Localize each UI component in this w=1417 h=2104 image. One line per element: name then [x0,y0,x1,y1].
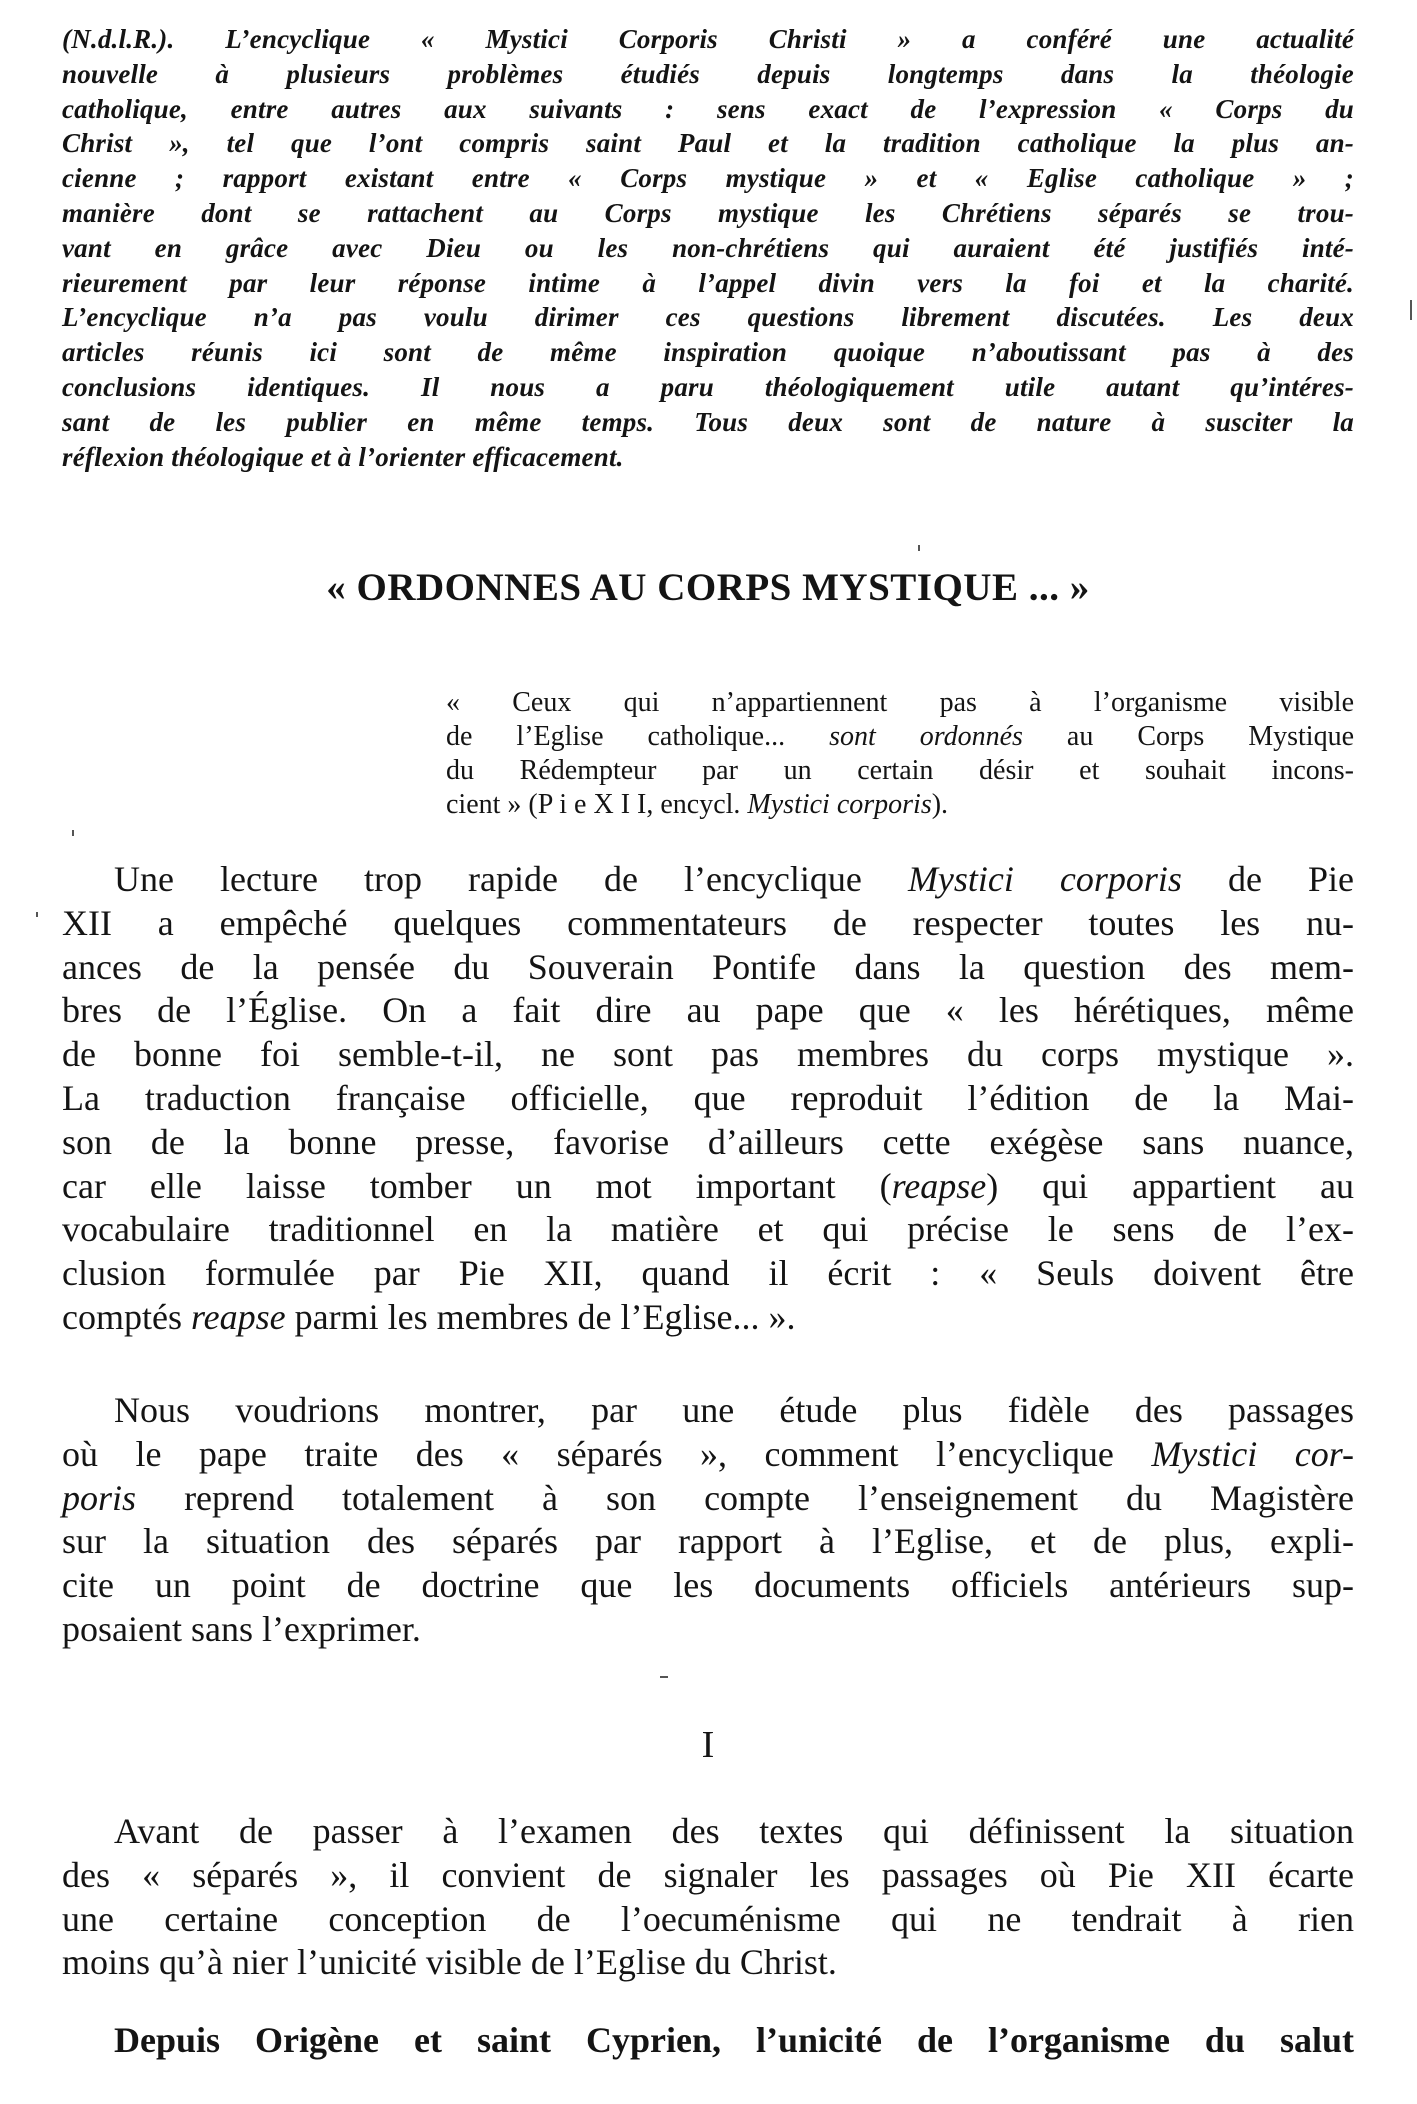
paragraph-text: car elle laisse tomber un mot important ( [62,1165,892,1206]
editor-note-line: vant en grâce avec Dieu ou les non-chrétiens qui auraient été justifiés inté- [62,232,1354,263]
paragraph-line [62,1477,1354,1521]
paragraph-text: parmi les membres de l’Eglise... ». [285,1296,796,1337]
editor-note-line: rieurement par leur réponse intime à l’appel divin vers la foi et la charité. [62,267,1354,298]
paragraph-3 [62,1810,1354,1985]
editor-note-line: (N.d.l.R.). L’encyclique « Mystici Corporis Christi » a conféré une actualité [62,24,1354,54]
scan-speck [660,1676,668,1678]
editor-note-line: Christ », tel que l’ont compris saint Paul et la tradition catholique la plus an- [62,128,1354,159]
editor-note-line: conclusions identiques. Il nous a paru théologiquement utile autant qu’intéres- [62,371,1354,402]
scan-speck [72,830,74,836]
editor-note-line: L’encyclique n’a pas voulu dirimer ces questions librement discutées. Les deux [62,302,1354,333]
paragraph-text: comptés [62,1296,191,1337]
paragraph-line: clusion formulée par Pie XII, quand il écrit : « Seuls doivent être [62,1253,1354,1294]
paragraph-line: ances de la pensée du Souverain Pontife dans la question des mem- [62,946,1354,987]
editor-note-line: manière dont se rattachent au Corps mystique les Chrétiens séparés se trou- [62,197,1354,228]
paragraph-line: posaient sans l’exprimer. [62,1608,421,1649]
paragraph-2 [62,1389,1354,1652]
epigraph-line [446,788,1354,822]
paragraph-line: bres de l’Église. On a fait dire au pape que « les hérétiques, même [62,990,1354,1031]
editor-note-line: catholique, entre autres aux suivants : sens exact de l’expression « Corps du [62,93,1354,124]
scan-speck [918,545,920,551]
paragraph-text: de Pie [1181,859,1354,899]
paragraph-line: une certaine conception de l’oecuménisme qui ne tendrait à rien [62,1898,1354,1939]
editor-note-line: nouvelle à plusieurs problèmes étudiés depuis longtemps dans la théologie [62,58,1354,89]
paragraph-line [62,1165,1354,1209]
paragraph-line [62,1296,1354,1340]
epigraph-emphasis: sont ordonnés [829,721,1023,752]
paragraph-4 [62,2019,1354,2063]
editor-note-line: réflexion théologique et à l’orienter efficacement. [62,441,624,472]
paragraph-line: Nous voudrions montrer, par une étude plus fidèle des passages [114,1390,1354,1430]
paragraph-line [62,1433,1354,1477]
scan-speck [1410,300,1412,320]
epigraph-line: du Rédempteur par un certain désir et souhait incons- [446,755,1354,786]
editor-note [62,22,1354,474]
editor-note-line: sant de les publier en même temps. Tous deux sont de nature à susciter la [62,406,1354,437]
section-heading: I [701,1724,715,1766]
paragraph-line: Avant de passer à l’examen des textes qui définissent la situation [114,1811,1354,1851]
article-title: « ORDONNES AU CORPS MYSTIQUE ... » [326,566,1090,609]
paragraph-text: Une lecture trop rapide de l’encyclique [114,859,908,899]
editor-note-line: articles réunis ici sont de même inspiration quoique n’aboutissant pas à des [62,337,1354,368]
epigraph-text: de l’Eglise catholique... [446,721,830,752]
scan-speck [36,912,38,917]
epigraph-quote [446,686,1354,822]
paragraph-line: sur la situation des séparés par rapport à l’Eglise, et de plus, expli- [62,1521,1354,1562]
paragraph-line: La traduction française officielle, que reproduit l’édition de la Mai- [62,1077,1354,1118]
epigraph-text: au Corps Mystique [1022,721,1354,752]
encyclical-title: poris [62,1477,137,1518]
paragraph-line: son de la bonne presse, favorise d’ailleurs cette exégèse sans nuance, [62,1121,1354,1162]
paragraph-text: ) qui appartient au [986,1165,1354,1206]
paragraph-text: où le pape traite des « séparés », comment l’encyclique [62,1433,1152,1474]
encyclical-title: Mystici cor- [1151,1433,1354,1474]
paragraph-line: de bonne foi semble-t-il, ne sont pas membres du corps mystique ». [62,1034,1354,1075]
epigraph-citation-title: Mystici corporis [747,789,932,820]
paragraph-line: Depuis Origène et saint Cyprien, l’unicité de l’organisme du salut [114,2020,1354,2060]
paragraph-line: XII a empêché quelques commentateurs de respecter toutes les nu- [62,902,1354,943]
epigraph-line [446,720,1354,754]
editor-note-line: cienne ; rapport existant entre « Corps mystique » et « Eglise catholique » ; [62,163,1354,194]
encyclical-title: Mystici corporis [907,859,1182,899]
paragraph-1 [62,858,1354,1340]
paragraph-line: cite un point de doctrine que les documents officiels antérieurs sup- [62,1565,1354,1606]
epigraph-text: cient » (P i e X I I, encycl. [446,789,748,820]
paragraph-line [62,858,1354,902]
paragraph-line: vocabulaire traditionnel en la matière et qui précise le sens de l’ex- [62,1209,1354,1250]
epigraph-line: « Ceux qui n’appartiennent pas à l’organisme visible [446,687,1354,718]
latin-term: reapse [891,1165,987,1206]
latin-term: reapse [190,1296,286,1337]
paragraph-line: des « séparés », il convient de signaler les passages où Pie XII écarte [62,1854,1354,1895]
paragraph-line: moins qu’à nier l’unicité visible de l’Eglise du Christ. [62,1942,837,1983]
paragraph-text: reprend totalement à son compte l’enseignement du Magistère [136,1477,1354,1518]
epigraph-text: ). [931,789,949,820]
